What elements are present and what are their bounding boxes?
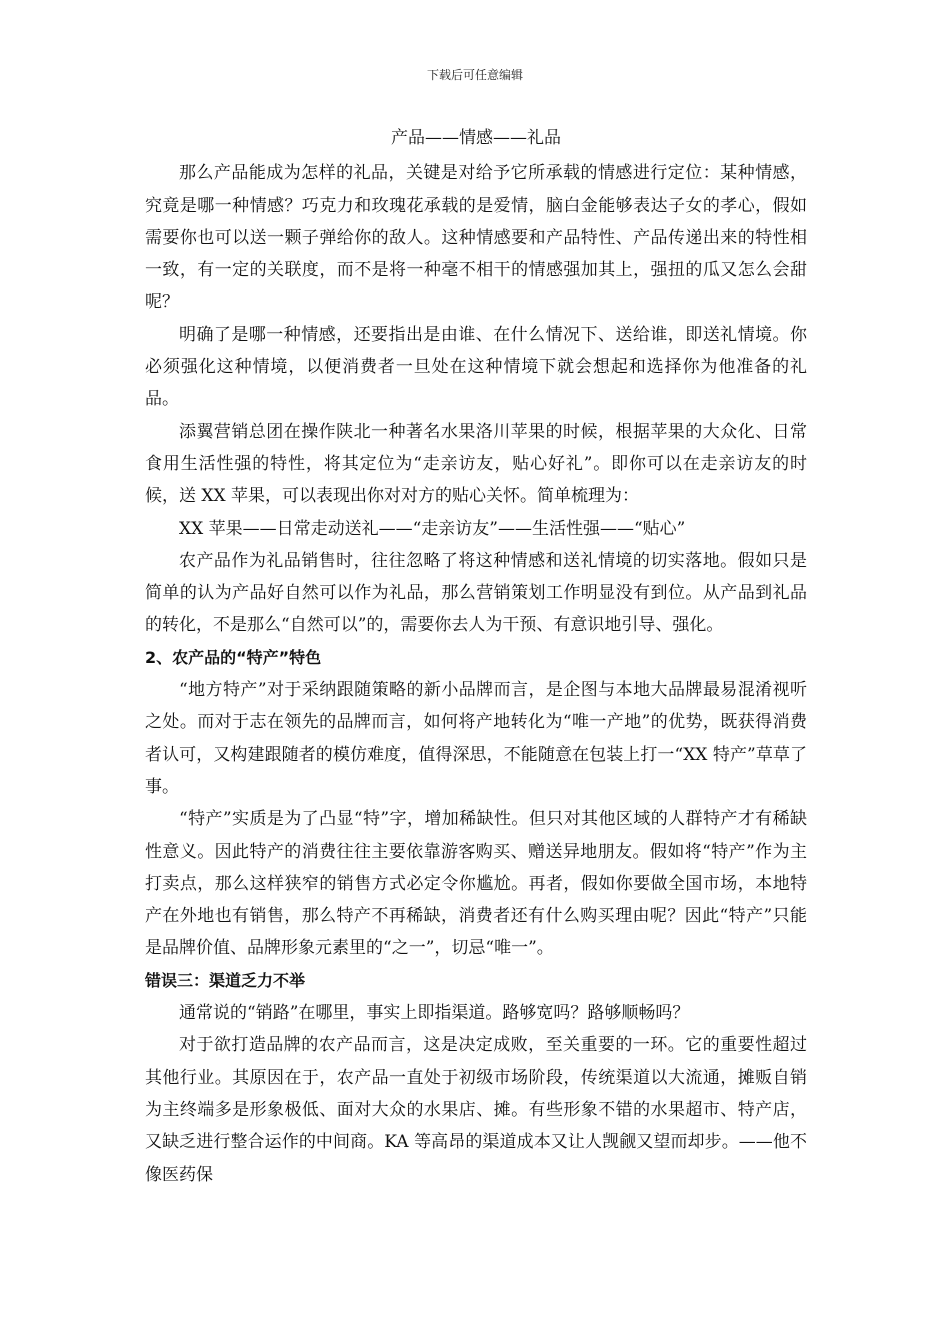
paragraph: “特产”实质是为了凸显“特”字，增加稀缺性。但只对其他区域的人群特产才有稀缺性意义。因此特产的消费往往主要依靠游客购买、赠送异地朋友。假如将“特产”作为主打卖点，那么这样狭窄的销售方式必定令你尴尬。再者，假如你要做全国市场，本地特产在外地也有销售，那么特产不再稀缺，消费者还有什么购买理由呢？因此“特产”只能是品牌价值、品牌形象元素里的“之一”，切忌“唯一”。 [145, 809, 807, 959]
section-heading: 错误三：渠道乏力不举 [145, 970, 306, 990]
paragraph: 那么产品能成为怎样的礼品，关键是对给予它所承载的情感进行定位：某种情感，究竟是哪一种情感？巧克力和玫瑰花承载的是爱情，脑白金能够表达子女的孝心，假如需要你也可以送一颗子弹给你的敌人。这种情感要和产品特性、产品传递出来的特性相一致，有一定的关联度，而不是将一种毫不相干的情感强加其上，强扭的瓜又怎么会甜呢？ [145, 163, 807, 313]
paragraph: 对于欲打造品牌的农产品而言，这是决定成败，至关重要的一环。它的重要性超过其他行业。其原因在于，农产品一直处于初级市场阶段，传统渠道以大流通，摊贩自销为主终端多是形象极低、面对大众的水果店、摊。有些形象不错的水果超市、特产店，又缺乏进行整合运作的中间商。KA 等高昂的渠道成本又让人觊觎又望而却步。——他不像医药保 [145, 1035, 807, 1185]
section-title: 产品——情感——礼品 [391, 128, 561, 148]
section-heading: 2、农产品的“特产”特色 [145, 647, 322, 667]
paragraph: “地方特产”对于采纳跟随策略的新小品牌而言，是企图与本地大品牌最易混淆视听之处。而对于志在领先的品牌而言，如何将产地转化为“唯一产地”的优势，既获得消费者认可，又构建跟随者的模仿难度，值得深思，不能随意在包装上打一“XX 特产”草草了事。 [145, 680, 807, 797]
paragraph: 添翼营销总团在操作陕北一种著名水果洛川苹果的时候，根据苹果的大众化、日常食用生活性强的特性，将其定位为“走亲访友，贴心好礼”。即你可以在走亲访友的时候，送 XX 苹果，可以表现出你对对方的贴心关怀。简单梳理为： [145, 421, 807, 507]
paragraph: 农产品作为礼品销售时，往往忽略了将这种情感和送礼情境的切实落地。假如只是简单的认为产品好自然可以作为礼品，那么营销策划工作明显没有到位。从产品到礼品的转化，不是那么“自然可以”的，需要你去人为干预、有意识地引导、强化。 [145, 550, 807, 636]
paragraph: 明确了是哪一种情感，还要指出是由谁、在什么情况下、送给谁，即送礼情境。你必须强化这种情境，以便消费者一旦处在这种情境下就会想起和选择你为他准备的礼品。 [145, 324, 807, 410]
paragraph: 通常说的“销路”在哪里，事实上即指渠道。路够宽吗？路够顺畅吗？ [179, 1003, 690, 1024]
header-note: 下载后可任意编辑 [426, 68, 523, 82]
paragraph: XX 苹果——日常走动送礼——“走亲访友”——生活性强——“贴心” [179, 518, 686, 539]
document-body [145, 122, 807, 1191]
